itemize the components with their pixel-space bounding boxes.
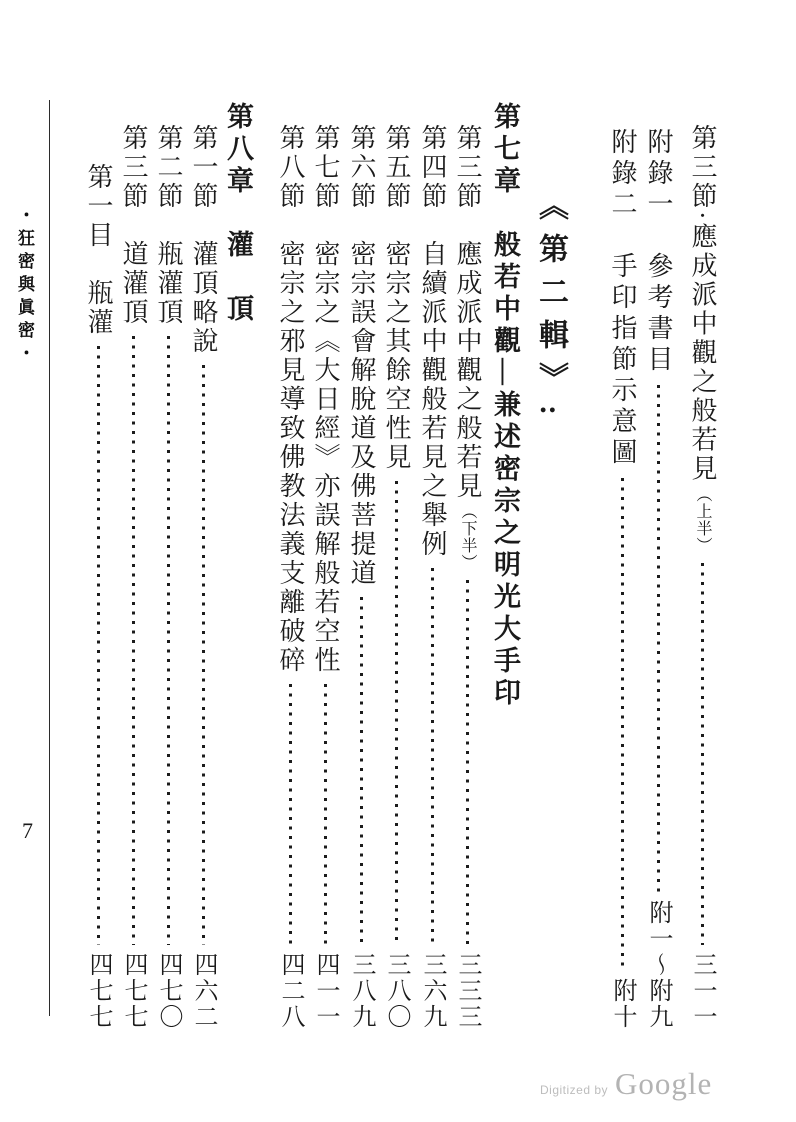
toc-entry	[271, 124, 309, 1030]
toc-entry	[79, 163, 117, 1030]
watermark-prefix: Digitized by	[540, 1083, 609, 1097]
toc-entry-title: 第一節 灌頂略說	[189, 124, 218, 356]
toc-entry	[531, 190, 569, 1030]
toc-entry-page-number: 四七〇	[155, 952, 181, 1030]
toc-entry	[184, 124, 222, 1030]
toc-entry	[448, 124, 486, 1030]
toc-entry-title: 第七章 般若中觀—兼述密宗之明光大手印	[490, 102, 520, 710]
google-logo: Google	[615, 1066, 713, 1101]
book-title-margin: ・狂密與眞密・	[15, 206, 34, 367]
toc-entry-page-number: 三八〇	[383, 952, 409, 1030]
toc-entry-title: 第二節 瓶灌頂	[154, 124, 183, 327]
toc-entry-page-number: 三三三	[454, 952, 480, 1030]
toc-entry	[413, 124, 451, 1030]
leader-dots	[657, 385, 660, 893]
toc-entry-note: （下半）	[459, 503, 476, 571]
toc-entry	[306, 124, 344, 1030]
leader-dots	[167, 336, 170, 945]
toc-entry-page-number: 附一〜附九	[645, 900, 671, 1030]
toc-entry-title: 第五節 密宗之其餘空性見	[382, 124, 411, 472]
leader-dots	[466, 580, 469, 945]
leader-dots	[395, 481, 398, 945]
toc-entry	[149, 124, 187, 1030]
toc-entry-title: 第一目 瓶灌	[84, 163, 113, 337]
toc-entry-title: 第六節 密宗誤會解脫道及佛菩提道	[347, 124, 376, 588]
toc-entry-title: 第三節 道灌頂	[119, 124, 148, 327]
toc-entry	[639, 128, 677, 1030]
leader-dots	[289, 684, 292, 945]
toc-entry-page-number: 四七七	[120, 952, 146, 1030]
leader-dots	[360, 597, 363, 945]
toc-entry-title: 第三節 應成派中觀之般若見	[453, 124, 482, 501]
leader-dots	[431, 568, 434, 945]
toc-entry-title: 附錄二 手印指節示意圖	[608, 128, 637, 469]
toc-entry-note: （上半）	[694, 485, 711, 554]
toc-entry-title: 第八節 密宗之邪見導致佛教法義支離破碎	[276, 124, 305, 675]
toc-entry-page-number: 四二八	[277, 952, 303, 1030]
toc-entry-page-number: 三六九	[419, 952, 445, 1030]
toc-entry	[342, 124, 380, 1030]
leader-dots	[621, 478, 624, 971]
toc-entry	[377, 124, 415, 1030]
toc-entry-title: 第四節 自續派中觀般若見之舉例	[418, 124, 447, 559]
leader-dots	[324, 684, 327, 945]
toc-entry-title: 《第二輯》:	[534, 190, 567, 428]
leader-dots	[132, 336, 135, 945]
toc-entry	[603, 128, 641, 1030]
toc-entry-title: 附錄一 參考書目	[644, 128, 673, 376]
leader-dots	[202, 365, 205, 945]
toc-entry-page-number: 三一一	[689, 952, 715, 1030]
digitized-by-google-watermark	[540, 1066, 712, 1102]
leader-dots	[97, 346, 100, 945]
leader-dots	[701, 563, 704, 945]
toc-entry-title: 第七節 密宗之《大日經》亦誤解般若空性	[311, 124, 340, 675]
toc-entry	[219, 102, 257, 1030]
toc-entry-page-number: 三八九	[348, 952, 374, 1030]
toc-entry-title: 第三節·應成派中觀之般若見	[688, 124, 717, 484]
toc-entry-page-number: 四七七	[85, 952, 111, 1030]
page-number: 7	[22, 818, 33, 843]
toc-entry	[486, 102, 524, 1030]
toc-entry	[683, 124, 721, 1030]
toc-entry-title: 第八章 灌 頂	[223, 102, 253, 326]
toc-entry-page-number: 四一一	[312, 952, 338, 1030]
toc-entry	[114, 124, 152, 1030]
toc-entry-page-number: 附十	[609, 978, 635, 1030]
toc-entry-page-number: 四六二	[190, 952, 216, 1030]
